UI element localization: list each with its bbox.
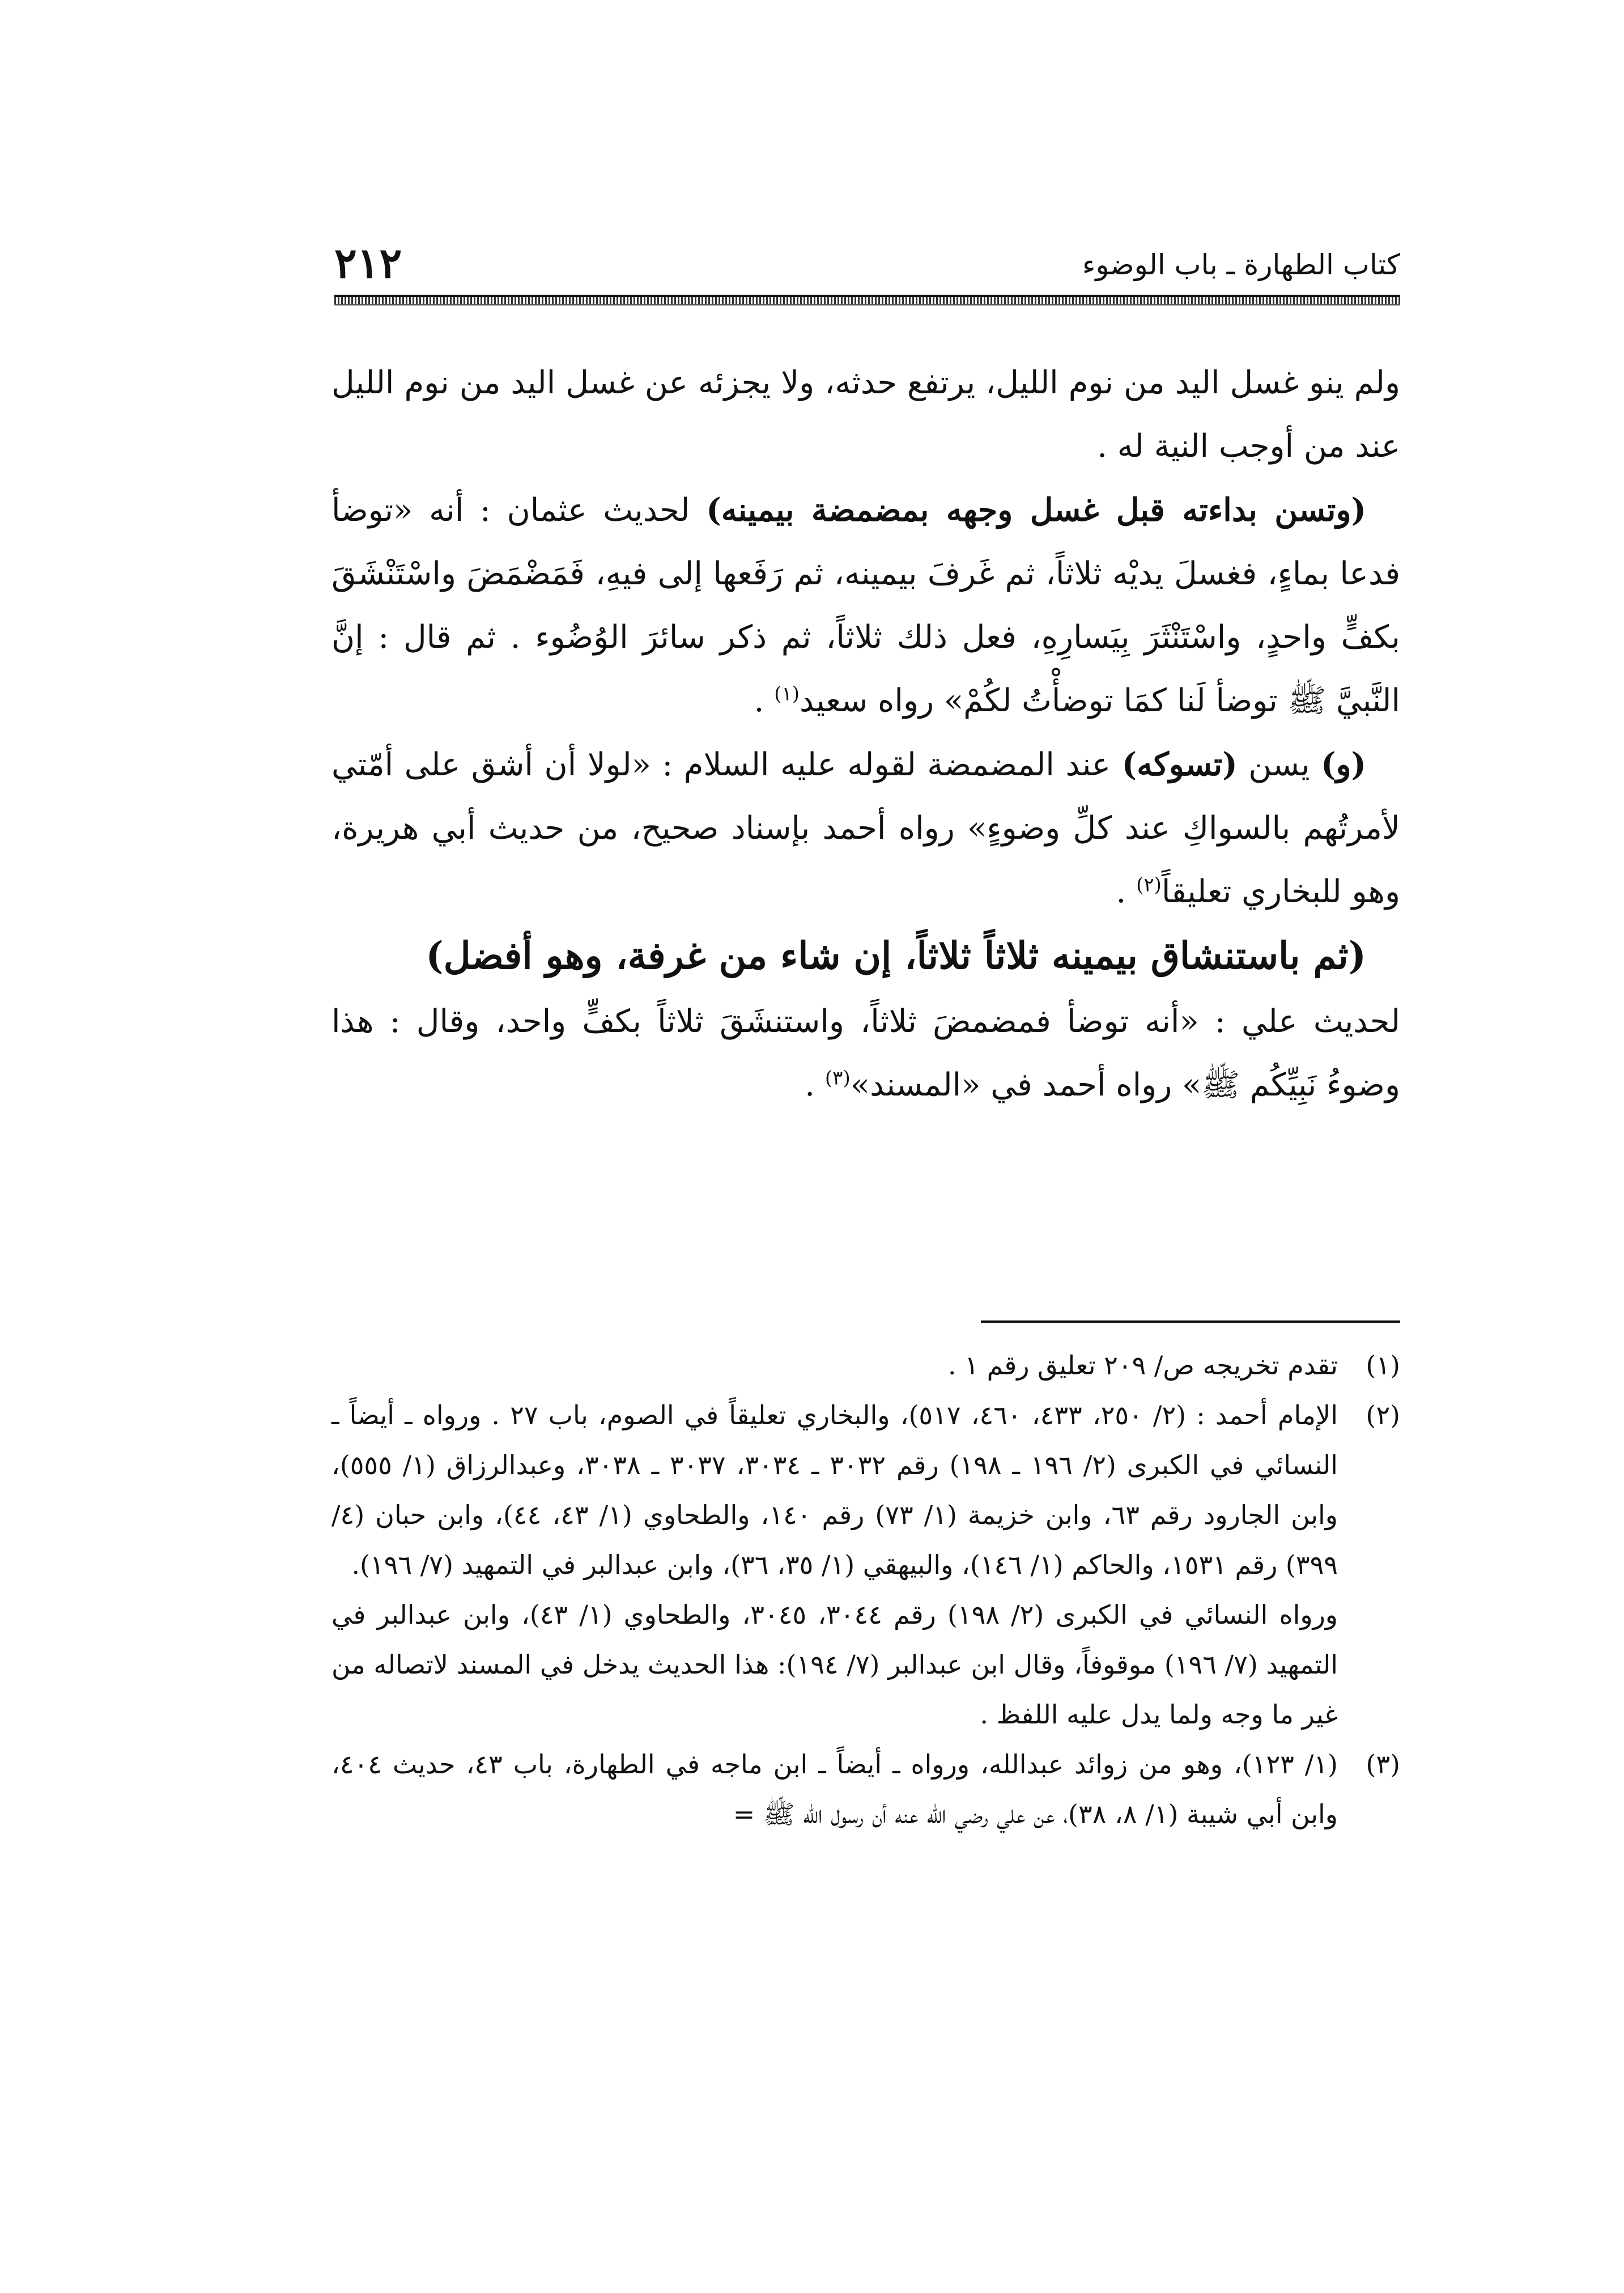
- footnote-3: [331, 1739, 1400, 1839]
- matn-text: (ثم باستنشاق بيمينه ثلاثاً ثلاثاً، إن شاء من غرفة، وهو أفضل): [426, 933, 1366, 978]
- footnotes: [331, 1340, 1400, 1839]
- footnote-ref-2: (٢): [1136, 873, 1162, 897]
- matn-text: (وتسن بداءته قبل غسل وجهه بمضمضة بيمينه): [706, 491, 1367, 529]
- footnote-ref-1: (١): [774, 682, 800, 706]
- footnote-number: (٢): [1366, 1400, 1400, 1430]
- matn-text: (و): [1320, 746, 1366, 783]
- commentary-text: يسن: [1237, 746, 1321, 783]
- footnote-1: [331, 1340, 1400, 1390]
- chapter-title: كتاب الطهارة ـ باب الوضوء: [1082, 248, 1400, 281]
- footnote-number: (١): [1366, 1350, 1400, 1381]
- commentary-text: لحديث عثمان : أنه «توضأ فدعا بماءٍ، فغسلَ يديْه ثلاثاً، ثم غَرفَ بيمينه، ثم رَفَعها إلى فيهِ، فَمَضْمَضَ واسْتَنْشَقَ بكفٍّ واحدٍ، واسْتَنْثَرَ بِيَسارِهِ، فعل ذلك ثلاثاً، ثم ذكر سائرَ الوُضُوء . ثم قال : إنَّ النَّبيَّ ﷺ توضأ لَنا كمَا توضأْتُ لكُمْ» رواه سعيد: [331, 492, 1400, 719]
- footnote-text: الإمام أحمد : (٢/ ٢٥٠، ٤٣٣، ٤٦٠، ٥١٧)، والبخاري تعليقاً في الصوم، باب ٢٧ . ورواه ـ أيضاً ـ النسائي في الكبرى (٢/ ١٩٦ ـ ١٩٨) رقم ٣٠٣٢ ـ ٣٠٣٤، ٣٠٣٧ ـ ٣٠٣٨، وعبدالرزاق (١/ ٥٥٥)، وابن الجارود رقم ٦٣، وابن خزيمة (١/ ٧٣) رقم ١٤٠، والطحاوي (١/ ٤٣، ٤٤)، وابن حبان (٤/ ٣٩٩) رقم ١٥٣١، والحاكم (١/ ١٤٦)، والبيهقي (١/ ٣٥، ٣٦)، وابن عبدالبر في التمهيد (٧/ ١٩٦).: [331, 1400, 1338, 1580]
- main-text: [331, 351, 1400, 1117]
- punctuation: .: [754, 682, 775, 719]
- paragraph-5: [331, 990, 1400, 1117]
- footnote-text: تقدم تخريجه ص/ ٢٠٩ تعليق رقم ١ .: [948, 1350, 1338, 1381]
- footnote-rule: [981, 1320, 1400, 1323]
- paragraph-4: [331, 924, 1400, 990]
- footnote-2-continuation: ورواه النسائي في الكبرى (٢/ ١٩٨) رقم ٣٠٤٤، ٣٠٤٥، والطحاوي (١/ ٤٣)، وابن عبدالبر في التمهيد (٧/ ١٩٦) موقوفاً، وقال ابن عبدالبر (٧/ ١٩٤): هذا الحديث يدخل في المسند لاتصاله من غير ما وجه ولما يدل عليه اللفظ .: [331, 1599, 1338, 1730]
- commentary-text: عند المضمضة لقوله عليه السلام : «لولا أن أشق على أمّتي لأمرتُهم بالسواكِ عند كلِّ وضوءٍ» رواه أحمد بإسناد صحيح، من حديث أبي هريرة، وهو للبخاري تعليقاً: [331, 746, 1400, 910]
- paragraph-2: [331, 478, 1400, 733]
- footnote-number: (٣): [1366, 1749, 1400, 1780]
- footnote-text: (١/ ١٢٣)، وهو من زوائد عبدالله، ورواه ـ أيضاً ـ ابن ماجه في الطهارة، باب ٤٣، حديث ٤٠٤، وابن أبي شيبة (١/ ٨، ٣٨)، عن علي رضي الله عنه أن رسول الله ﷺ =: [331, 1749, 1338, 1829]
- commentary-text: لحديث علي : «أنه توضأ فمضمضَ ثلاثاً، واستنشَقَ ثلاثاً بكفٍّ واحد، وقال : هذا وضوءُ نَبِيِّكُم ﷺ» رواه أحمد في «المسند»: [331, 1003, 1400, 1103]
- punctuation: .: [805, 1067, 825, 1103]
- footnote-ref-3: (٣): [824, 1067, 851, 1090]
- matn-text: (تسوكه): [1121, 746, 1238, 783]
- paragraph-1: ولم ينو غسل اليد من نوم الليل، يرتفع حدثه، ولا يجزئه عن غسل اليد من نوم الليل عند من أوجب النية له .: [331, 364, 1400, 465]
- paragraph-3: [331, 733, 1400, 924]
- punctuation: .: [1116, 873, 1137, 910]
- footnote-2: [331, 1390, 1400, 1590]
- header-rule: [334, 295, 1400, 305]
- page-number: ٢١٢: [334, 239, 402, 288]
- running-header: [334, 238, 1400, 300]
